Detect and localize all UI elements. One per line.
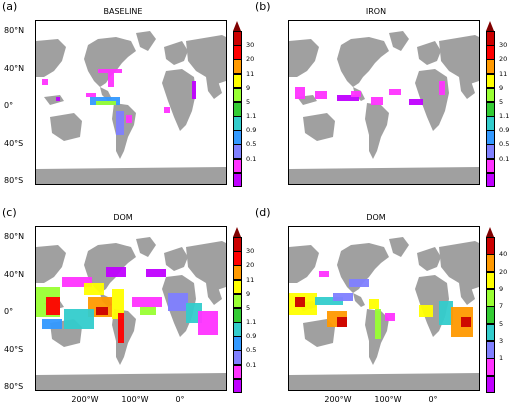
colorbar-segment [486,74,495,89]
data-patch [385,313,395,321]
colorbar-tick-label: 9 [246,83,251,92]
data-patch [371,97,383,105]
colorbar-tick-label: 1 [499,354,504,363]
colorbar-tick-label: 0.5 [246,140,257,149]
data-patch [132,297,162,307]
land-mass [337,37,389,87]
data-patch [198,311,218,335]
colorbar-tick-label: 9 [499,285,504,293]
world-map [288,226,480,391]
colorbar-segment [486,144,495,159]
color-bar [233,31,242,187]
map-svg [289,227,479,390]
colorbar-segment [233,294,242,309]
data-patch [295,297,305,307]
colorbar-tick-label: 0.9 [499,126,509,135]
colorbar-tick-label: 0.1 [246,154,257,163]
land-mass [36,39,66,77]
colorbar-segment [486,159,495,174]
data-patch [389,89,401,95]
map-svg [36,21,226,184]
land-mass [417,41,441,65]
data-patch [164,107,170,113]
lat-label-40s: 40°S [4,139,24,148]
colorbar-tick-label: 30 [246,41,255,50]
colorbar-segment [233,31,242,46]
colorbar-segment [486,341,495,359]
data-patch [337,317,347,327]
panel-letter: (d) [255,206,271,219]
lat-label-0: 0° [4,307,14,316]
land-mass [164,247,188,271]
colorbar-segment [486,59,495,74]
colorbar-tick-label: 5 [499,319,504,328]
colorbar-segment [233,237,242,252]
colorbar-segment [233,280,242,295]
colorbar-segment [486,116,495,131]
colorbar-tick-label: 0.5 [246,346,257,355]
colorbar-cap [233,21,241,31]
panel-title: IRON [365,7,387,16]
data-patch [96,307,108,315]
panel-baseline [0,0,257,205]
data-patch [108,73,114,87]
land-mass [289,245,319,283]
color-bar [486,237,495,393]
colorbar-segment [233,88,242,103]
colorbar-segment [486,254,495,272]
colorbar-segment [233,130,242,145]
colorbar-segment [233,265,242,280]
land-mass [164,41,188,65]
colorbar-tick-label: 40 [499,250,508,259]
land-mass [417,247,441,271]
data-patch [86,93,96,97]
colorbar-segment [233,59,242,74]
colorbar-segment [486,289,495,307]
colorbar-tick-label: 0.5 [499,140,509,149]
colorbar-tick-label: 7 [499,302,504,311]
colorbar-segment [233,173,242,188]
colorbar-tick-label: 20 [246,261,255,270]
colorbar-segment [486,376,495,394]
colorbar-segment [486,324,495,342]
colorbar-segment [233,45,242,60]
data-patch [106,267,126,277]
colorbar-segment [486,45,495,60]
data-patch [56,97,60,101]
panel-letter: (c) [2,206,17,219]
data-patch [409,99,423,105]
lat-label-80n: 80°N [4,26,25,35]
colorbar-segment [486,173,495,188]
colorbar-segment [486,102,495,117]
data-patch [439,301,453,325]
colorbar-cap [486,227,494,237]
land-mass [353,293,365,307]
colorbar-tick-label: 30 [246,247,255,256]
colorbar-segment [233,336,242,351]
panel-title: BASELINE [103,7,143,16]
color-bar [233,237,242,393]
colorbar-segment [486,272,495,290]
world-map [288,20,480,185]
land-mass [303,113,335,141]
map-svg [289,21,479,184]
land-mass [389,31,409,51]
data-patch [319,271,329,277]
land-mass [136,31,156,51]
colorbar-tick-label: 5 [246,97,251,106]
colorbar-segment [233,350,242,365]
colorbar-segment [486,237,495,255]
colorbar-segment [486,358,495,376]
color-bar [486,31,495,187]
lon-label-200w: 200°W [71,395,99,404]
colorbar-tick-label: 30 [499,41,508,50]
lat-label-0: 0° [4,101,14,110]
land-mass [289,167,479,184]
lat-label-80n: 80°N [4,232,25,241]
lat-label-40s: 40°S [4,345,24,354]
colorbar-segment [233,116,242,131]
colorbar-segment [233,144,242,159]
colorbar-segment [233,322,242,337]
lon-label-200w: 200°W [324,395,352,404]
data-patch [419,305,433,317]
colorbar-segment [486,306,495,324]
lon-label-100w: 100°W [121,395,149,404]
colorbar-tick-label: 11 [499,69,508,78]
lat-label-40n: 40°N [4,270,25,279]
colorbar-tick-label: 0.1 [499,154,509,163]
colorbar-tick-label: 9 [499,83,504,92]
lon-label-0: 0° [175,395,185,404]
colorbar-segment [233,74,242,89]
colorbar-tick-label: 1.1 [246,318,257,327]
colorbar-cap [233,227,241,237]
panel-iron [253,0,509,205]
world-map [35,20,227,185]
colorbar-tick-label: 0.1 [246,360,257,369]
panel-dom-d [253,206,506,411]
panel-dom-c [0,206,257,411]
land-mass [36,167,226,184]
data-patch [439,81,445,95]
colorbar-tick-label: 11 [246,275,255,284]
colorbar-segment [486,130,495,145]
panel-letter: (b) [255,0,271,13]
data-patch [42,319,62,329]
data-patch [168,293,188,311]
data-patch [98,69,122,73]
data-patch [349,279,369,287]
land-mass [36,245,66,283]
data-patch [351,91,361,97]
data-patch [64,309,94,329]
lat-label-80s: 80°S [4,382,24,391]
data-patch [42,79,48,85]
data-patch [46,297,60,315]
data-patch [315,91,327,99]
colorbar-tick-label: 20 [499,267,508,276]
land-mass [44,95,64,105]
land-mass [389,237,409,257]
lat-label-80s: 80°S [4,176,24,185]
colorbar-tick-label: 5 [499,97,504,106]
panel-title: DOM [113,213,133,222]
colorbar-segment [233,251,242,266]
data-patch [126,115,132,123]
colorbar-segment [233,365,242,380]
colorbar-tick-label: 5 [246,303,251,312]
colorbar-tick-label: 1.1 [246,112,257,121]
colorbar-tick-label: 0.9 [246,332,257,341]
data-patch [146,269,166,277]
data-patch [140,307,156,315]
data-patch [84,283,104,295]
map-svg [36,227,226,390]
colorbar-segment [233,308,242,323]
data-patch [192,81,196,99]
panel-letter: (a) [2,0,18,13]
lon-label-0: 0° [428,395,438,404]
world-map [35,226,227,391]
colorbar-segment [233,159,242,174]
colorbar-tick-label: 9 [246,289,251,298]
colorbar-tick-label: 20 [499,55,508,64]
data-patch [461,317,471,327]
colorbar-segment [486,31,495,46]
lat-label-40n: 40°N [4,64,25,73]
land-mass [289,39,319,77]
colorbar-segment [233,102,242,117]
colorbar-tick-label: 0.9 [246,126,257,135]
colorbar-tick-label: 11 [246,69,255,78]
land-mass [136,237,156,257]
land-mass [36,373,226,390]
land-mass [162,69,196,131]
data-patch [96,101,116,105]
land-mass [50,113,82,141]
land-mass [289,373,479,390]
lon-label-100w: 100°W [374,395,402,404]
colorbar-segment [486,88,495,103]
data-patch [116,111,124,135]
colorbar-segment [233,379,242,394]
data-patch [333,293,353,301]
colorbar-tick-label: 3 [499,337,504,345]
colorbar-cap [486,21,494,31]
data-patch [369,299,379,309]
data-patch [375,309,381,339]
land-mass [365,103,389,159]
data-patch [295,87,305,99]
panel-title: DOM [366,213,386,222]
data-patch [118,313,124,343]
colorbar-tick-label: 1.1 [499,112,509,121]
colorbar-tick-label: 20 [246,55,255,64]
